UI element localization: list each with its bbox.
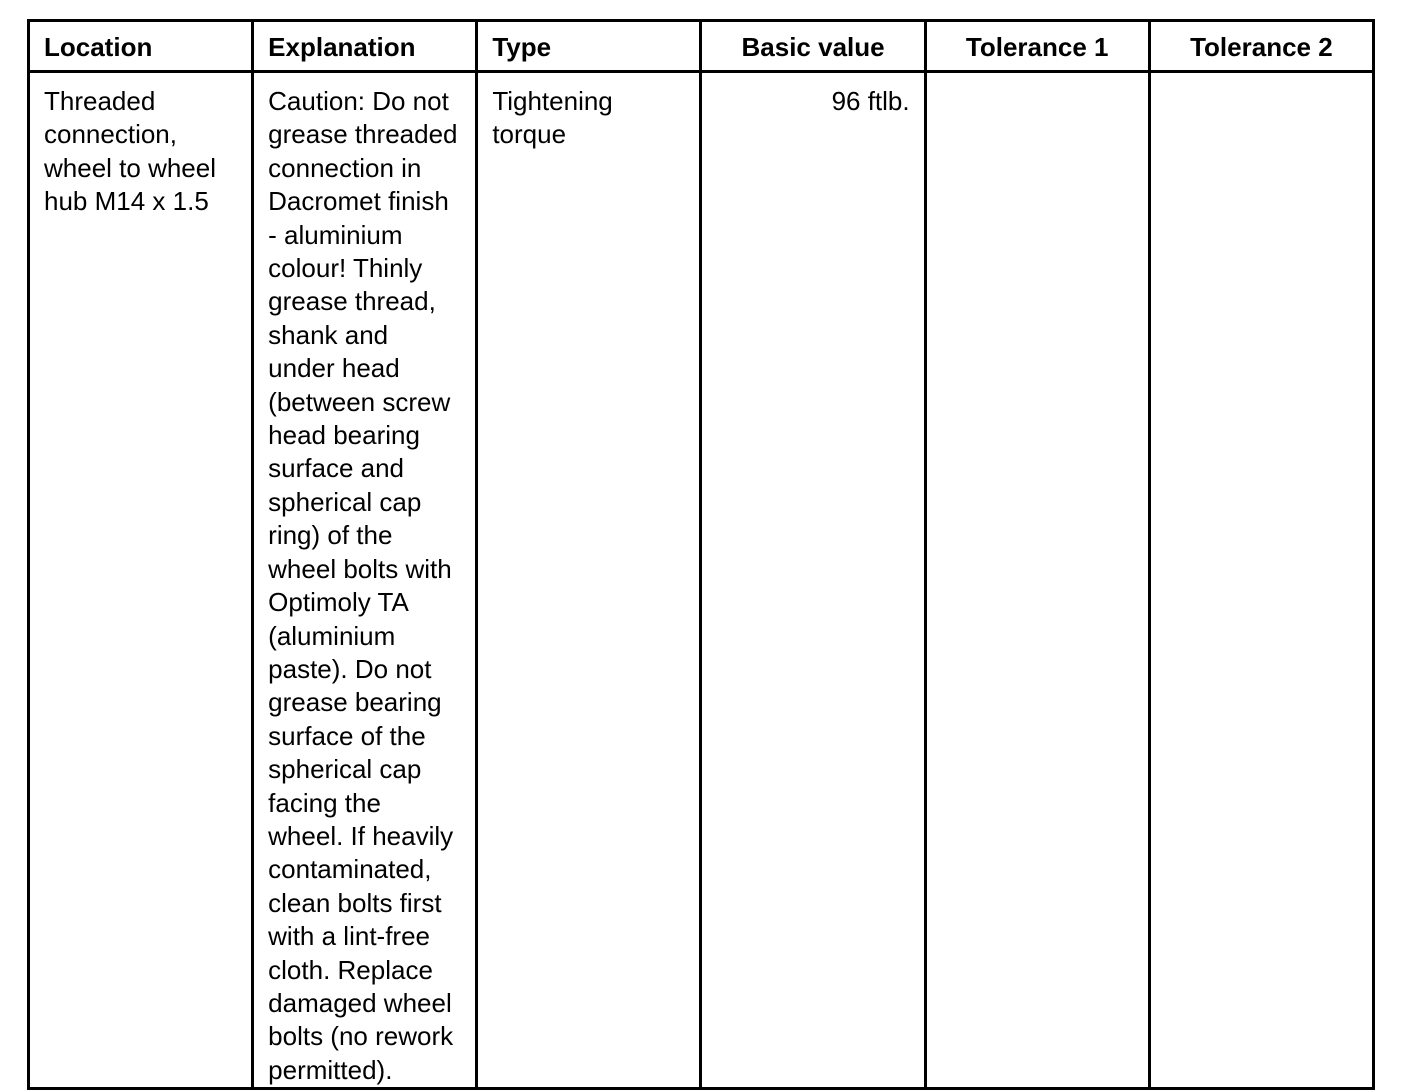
location-text: Threaded connection, wheel to wheel hub M14 x 1.5 — [44, 86, 216, 217]
table-row — [29, 72, 1374, 1089]
column-header-type: Type — [477, 21, 701, 72]
column-header-location: Location — [29, 21, 253, 72]
basic-value-text: 96 ftlb. — [831, 86, 910, 116]
cell-explanation — [253, 72, 477, 1089]
type-text: Tightening torque — [492, 86, 613, 150]
column-header-tolerance-2: Tolerance 2 — [1149, 21, 1373, 72]
cell-type — [477, 72, 701, 1089]
torque-spec-table — [27, 19, 1375, 1090]
cell-location — [29, 72, 253, 1089]
explanation-text: Caution: Do not grease threaded connection in Dacromet finish - aluminium colour! Thinly grease thread, shank and under head (between screw head bearing surface and spherical cap ring) of the wheel bolts with Optimoly TA (aluminium paste). Do not grease bearing surface of the spherical cap facing the wheel. If heavily contaminated, clean bolts first with a lint-free cloth. Replace damaged wheel bolts (no rework permitted). — [268, 86, 458, 1085]
cell-tolerance-2 — [1149, 72, 1373, 1089]
cell-tolerance-1 — [925, 72, 1149, 1089]
column-header-tolerance-1: Tolerance 1 — [925, 21, 1149, 72]
column-header-basic-value: Basic value — [701, 21, 925, 72]
column-header-explanation: Explanation — [253, 21, 477, 72]
cell-basic-value — [701, 72, 925, 1089]
table-header-row — [29, 21, 1374, 72]
